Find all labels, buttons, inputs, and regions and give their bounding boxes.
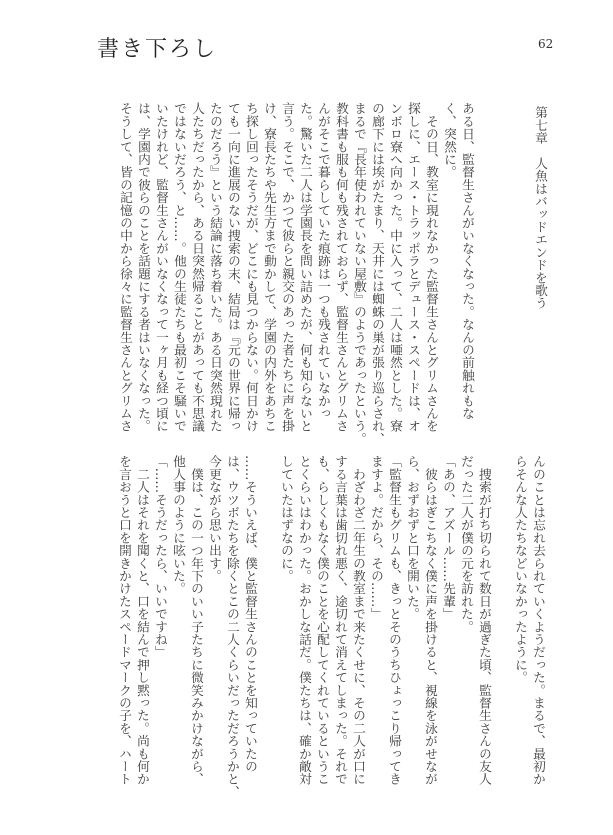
text-line: んのことは忘れ去られていくようだった。まるで、最初か [531,455,546,786]
text-line: その日、教室に現れなかった監督生さんとグリムさんを [424,102,439,433]
text-line: ても一向に進展のない捜索の末、結局は『元の世界に帰っ [226,102,241,433]
text-line: いたけれど、監督生さんがいなくなって一ヶ月も経つ頃に [154,102,169,433]
text-line: ンボロ寮へ向かった。中に入って、二人は唖然とした。寮 [388,102,403,433]
text-line [493,455,511,795]
text-line: は、ウツボたちを除くとこの二人くらいだっただろうかと、 [225,455,240,798]
text-line: ますよ。だから、その……」 [369,455,384,621]
text-line: んがそこで暮らしていた痕跡は一つも残されていなかっ [316,102,331,420]
text-line: 捜索が打ち切られて数日が過ぎた頃、監督生さんの友人 [477,455,492,786]
body-text-bottom [115,455,547,798]
text-line: ある日、監督生さんがいなくなった。なんの前触れもな [460,102,475,420]
text-line [259,455,277,795]
text-line: 他人事のように呟いた。 [171,455,186,595]
text-line: ではないだろう、と……。他の生徒たちも最初こそ騒いで [172,102,187,433]
text-line: も、らしくもなく僕のことを心配してくれているというこ [315,455,330,786]
text-line: は、学園内で彼らのことを話題にする者はいなくなった。 [136,102,151,433]
text-line: 言う。そこで、かつて彼らと親交のあった者たちに声を掛 [280,102,295,433]
text-line: たのだろう』という結論に落ち着いた。ある日突然現れた [208,102,223,433]
text-line: た。驚いた二人は学園長を問い詰めたが、何も知らないと [298,102,313,433]
header-title: 書き下ろし [97,37,218,62]
text-line: ……そういえば、僕と監督生さんのことを知っていたの [243,455,258,773]
text-line: 「あの、アズール……先輩」 [441,455,456,621]
page-number: 62 [538,37,554,51]
text-line: の廊下には埃がたまり、天井には蜘蛛の巣が張り巡らされ、 [370,102,385,445]
text-line: ち探し回ったそうだが、どこにも見つからない。何日かけ [244,102,259,433]
text-line: け、寮長たちや先生方まで動かして、学園の内外をあちこ [262,102,277,433]
chapter-title: 第七章 人魚はバッドエンドを歌う [533,106,548,310]
text-line: まるで『長年使われていない屋敷』のようであったという。 [352,102,367,445]
body-text-top [116,102,476,445]
text-line: を言おうと口を開きかけたスペードマークの子を、ハート [117,455,132,786]
text-line: わざわざ二年生の教室まで来たくせに、その二人が口に [351,455,366,786]
text-line: 探しに、エース・トラッポラとデュース・スペードは、オ [406,102,421,433]
text-line: する言葉は歯切れ悪く、途切れて消えてしまった。それで [333,455,348,786]
text-line: 今更ながら思い出す。 [207,455,222,582]
text-line: そうして、皆の記憶の中から徐々に監督生さんとグリムさ [118,102,133,433]
text-line: していたはずなのに。 [279,455,294,582]
text-line: 彼らはぎこちなく僕に声を掛けると、視線を泳がせなが [423,455,438,786]
text-line: らそんな人たちなどいなかったように。 [513,455,528,684]
text-line: 人たちだったから、ある日突然帰ることがあっても不思議 [190,102,205,433]
text-line: 二人はそれを聞くと、口を結んで押し黙った。尚も何か [135,455,150,786]
text-line: 「……そうだったら、いいですね」 [153,455,168,659]
text-line: とくらいはわかった。おかしな話だ。僕たちは、確か敵対 [297,455,312,786]
text-line: 「監督生もグリムも、きっとそのうちひょっこり帰ってき [387,455,402,786]
text-line: く、突然に。 [442,102,457,179]
text-line: 僕は、この一つ年下のいい子たちに微笑みかけながら、 [189,455,204,786]
text-line: 教科書も服も何も残されておらず、監督生さんとグリムさ [334,102,349,433]
text-line: だった二人が僕の元を訪れた。 [459,455,474,633]
text-line: ら、おずおずと口を開いた。 [405,455,420,621]
